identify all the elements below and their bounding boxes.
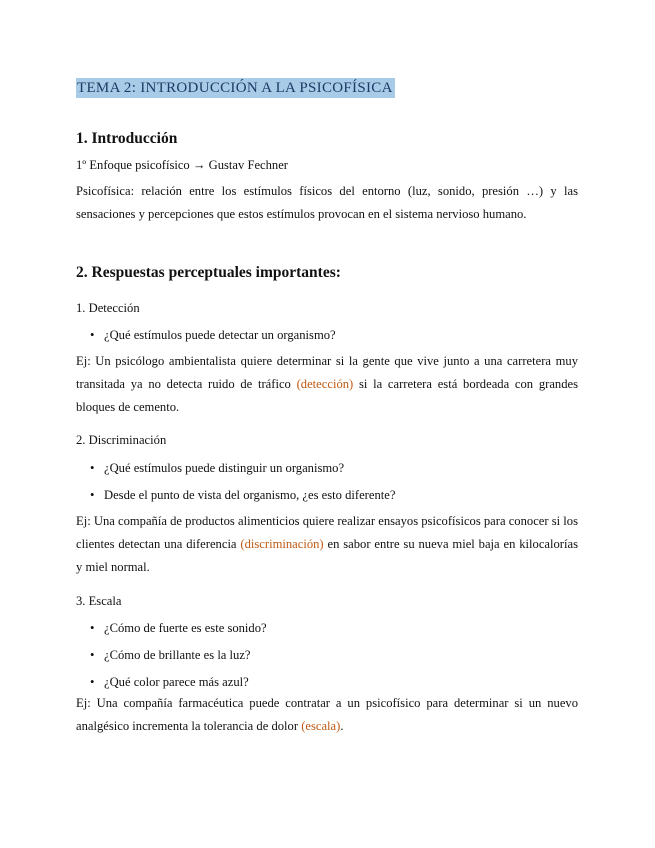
highlight-term: (escala) <box>301 719 341 733</box>
list-item: • Desde el punto de vista del organismo, ¿es esto diferente? <box>90 488 396 502</box>
psicofisica-definition: Psicofísica: relación entre los estímulos físicos del entorno (luz, sonido, presión …) y las sensaciones y percepciones que estos estímulos provocan en el sistema nervioso humano. <box>76 184 578 221</box>
section-1-heading: 1. Introducción <box>76 130 178 147</box>
list-item: • ¿Qué estímulos puede distinguir un organismo? <box>90 461 345 475</box>
list-item: • ¿Cómo de brillante es la luz? <box>90 648 251 662</box>
list-item: • ¿Qué estímulos puede detectar un organismo? <box>90 328 336 342</box>
bullet-icon: • <box>90 648 95 662</box>
discriminacion-label: 2. Discriminación <box>76 433 167 447</box>
deteccion-label: 1. Detección <box>76 301 140 315</box>
section-2-heading: 2. Respuestas perceptuales importantes: <box>76 264 341 281</box>
list-item: • ¿Cómo de fuerte es este sonido? <box>90 621 267 635</box>
bullet-icon: • <box>90 328 95 342</box>
escala-label: 3. Escala <box>76 594 122 608</box>
bullet-icon: • <box>90 675 95 689</box>
deteccion-example: Ej: Un psicólogo ambientalista quiere determinar si la gente que vive junto a una carretera muy transitada ya no detecta ruido de tráfico (detección) si la carretera está bordeada con grandes bloques de cemento. <box>76 354 578 414</box>
highlight-term: (detección) <box>296 377 354 391</box>
highlight-term: (discriminación) <box>240 537 324 551</box>
bullet-icon: • <box>90 621 95 635</box>
escala-example: Ej: Una compañía farmacéutica puede contratar a un psicofísico para determinar si un nuevo analgésico incrementa la tolerancia de dolor (escala). <box>76 696 578 733</box>
bullet-icon: • <box>90 488 95 502</box>
fechner-line: 1º Enfoque psicofísico → Gustav Fechner <box>76 158 289 172</box>
list-item: • ¿Qué color parece más azul? <box>90 675 249 689</box>
bullet-icon: • <box>90 461 95 475</box>
discriminacion-example: Ej: Una compañía de productos alimenticios quiere realizar ensayos psicofísicos para conocer si los clientes detectan una diferencia (discriminación) en sabor entre su nueva miel baja en kilocalorías y miel normal. <box>76 514 578 574</box>
document-title: TEMA 2: INTRODUCCIÓN A LA PSICOFÍSICA <box>77 80 393 96</box>
